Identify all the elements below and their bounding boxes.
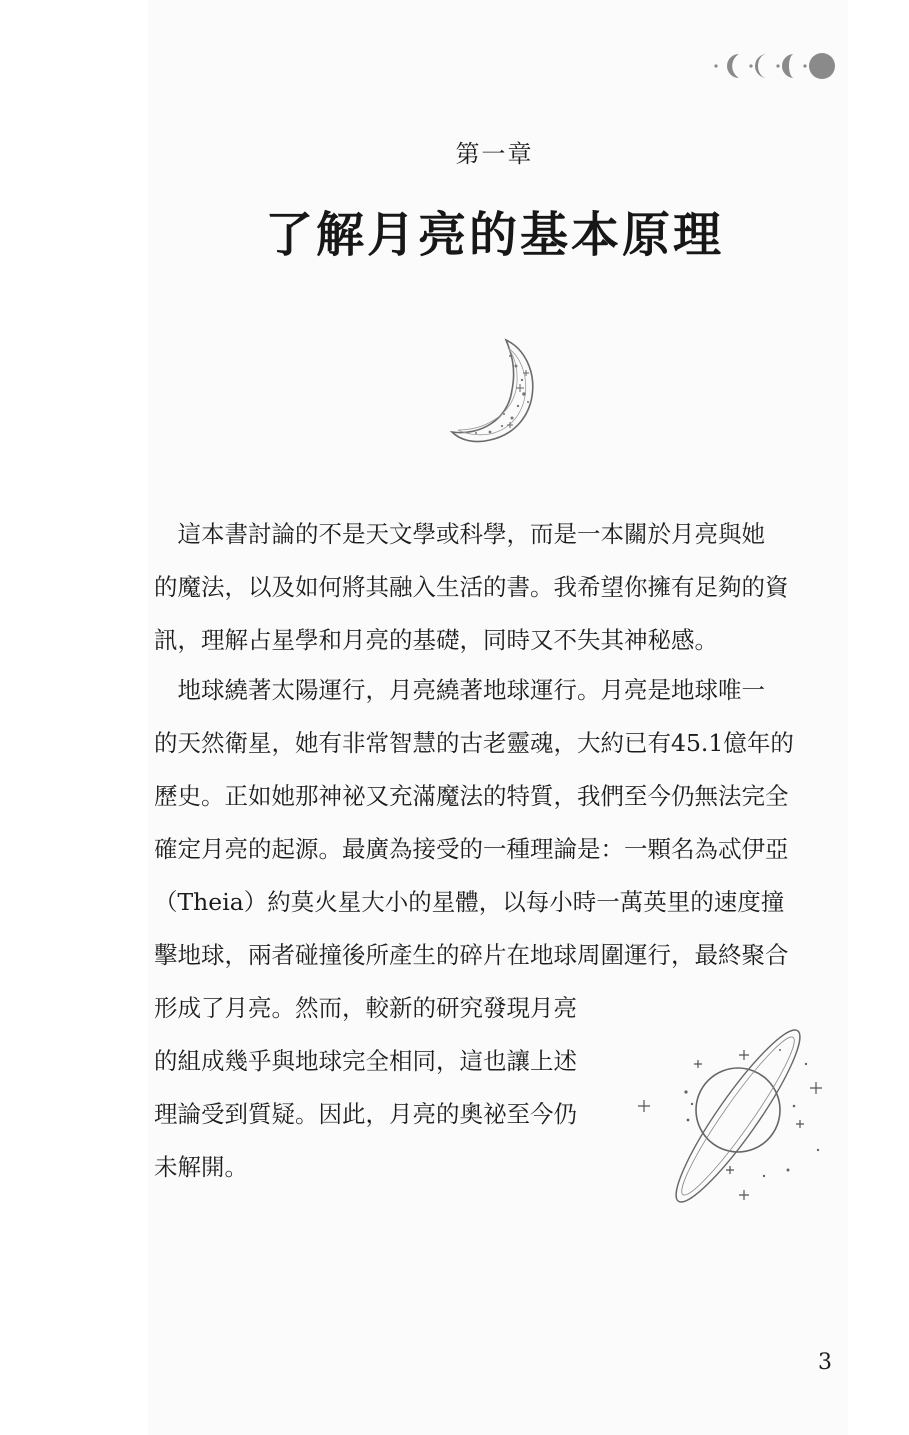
text-line: 確定月亮的起源。最廣為接受的一種理論是：一顆名為忒伊亞 [154, 835, 789, 863]
text-line: 訊，理解占星學和月亮的基礎，同時又不失其神秘感。 [154, 626, 718, 654]
text-line: 這本書討論的不是天文學或科學，而是一本關於月亮與她 [154, 520, 765, 548]
text-line: 形成了月亮。然而，較新的研究發現月亮 [154, 994, 577, 1022]
crescent-moon-icon [446, 336, 542, 448]
text-line: 的組成幾乎與地球完全相同，這也讓上述 [154, 1047, 577, 1075]
ringed-planet-icon [630, 1020, 830, 1210]
text-line: 擊地球，兩者碰撞後所產生的碎片在地球周圍運行，最終聚合 [154, 941, 789, 969]
text-line: 歷史。正如她那神祕又充滿魔法的特質，我們至今仍無法完全 [154, 782, 789, 810]
text-line: 地球繞著太陽運行，月亮繞著地球運行。月亮是地球唯一 [154, 676, 765, 704]
text-line: （Theia）約莫火星大小的星體，以每小時一萬英里的速度撞 [154, 888, 785, 916]
text-line: 理論受到質疑。因此，月亮的奧祕至今仍 [154, 1100, 577, 1128]
moon-phases-icon [712, 48, 838, 84]
chapter-title: 了解月亮的基本原理 [264, 207, 724, 263]
page-number: 3 [818, 1350, 832, 1375]
paragraph-intro [154, 508, 789, 667]
text-line: 的魔法，以及如何將其融入生活的書。我希望你擁有足夠的資 [154, 573, 789, 601]
chapter-label: 第一章 [455, 140, 534, 168]
text-line: 的天然衛星，她有非常智慧的古老靈魂，大約已有45.1億年的 [154, 729, 794, 757]
text-line: 未解開。 [154, 1153, 248, 1181]
